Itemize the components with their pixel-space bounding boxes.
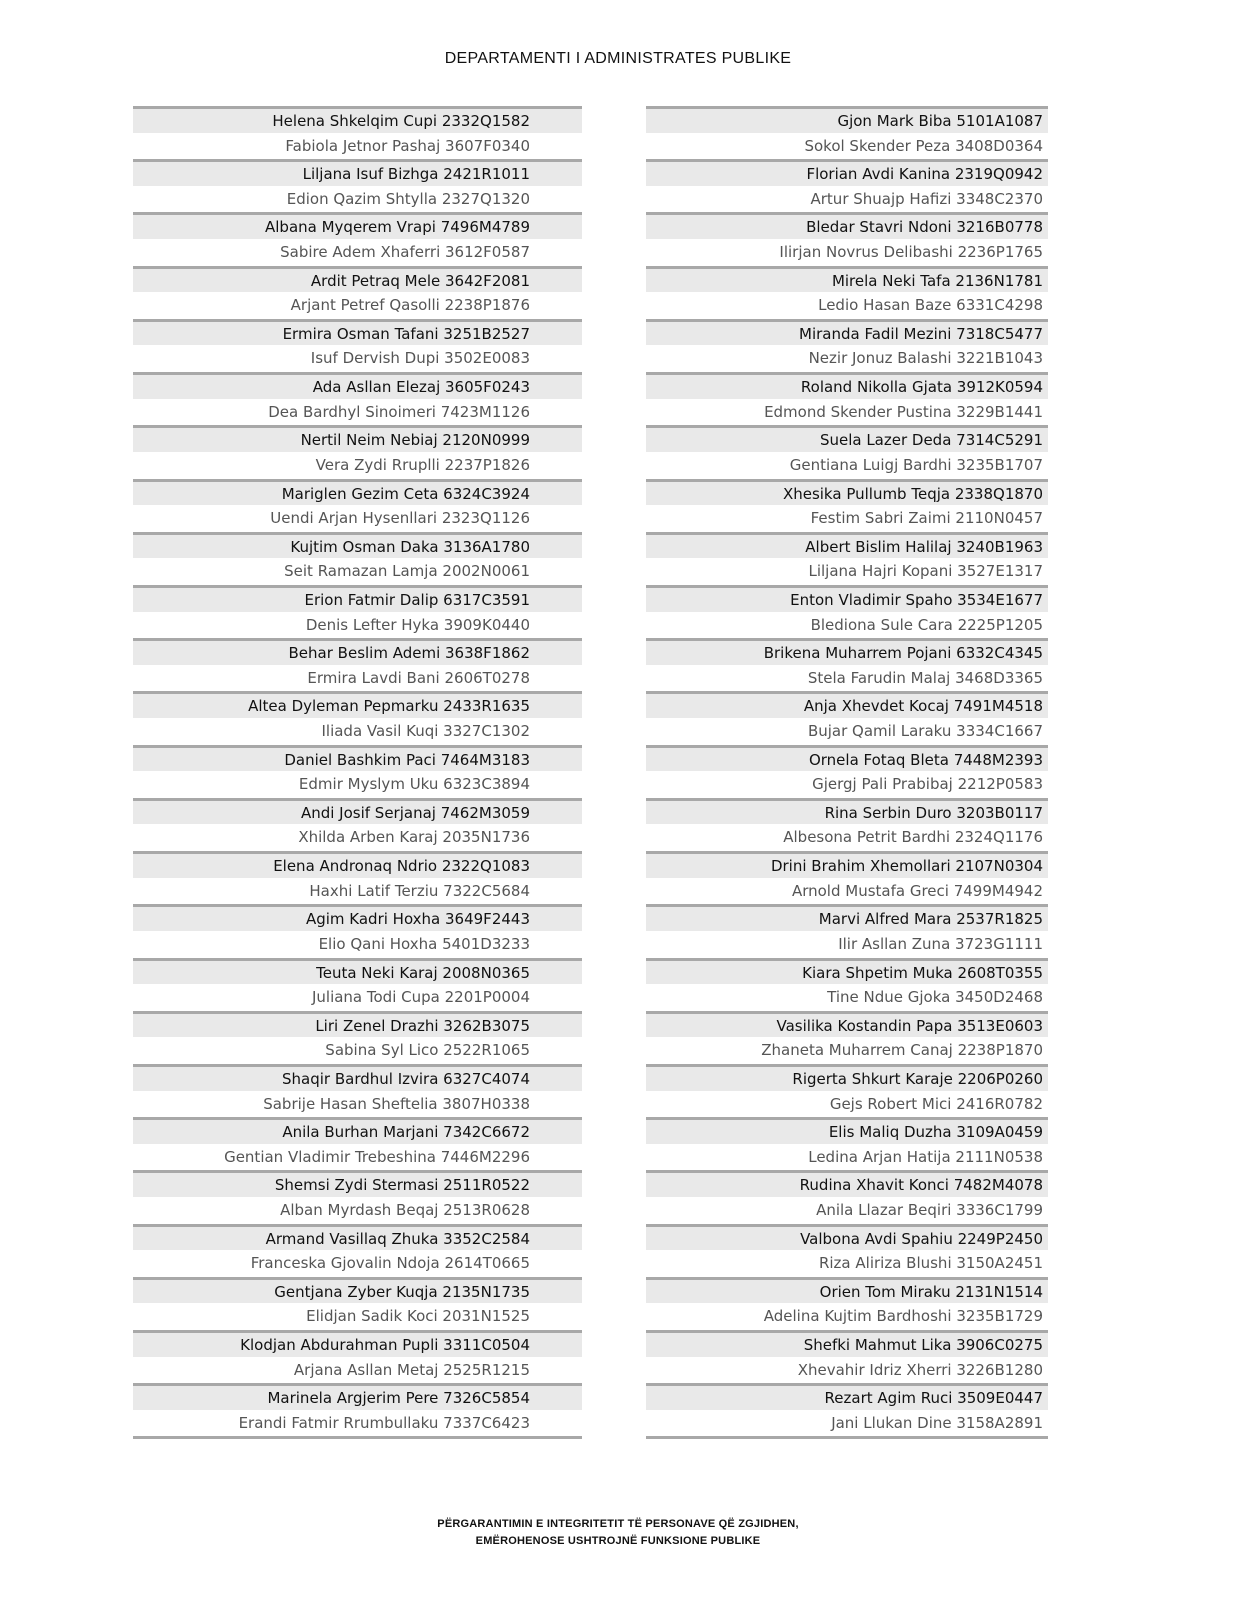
- right-list-item: Ilirjan Novrus Delibashi 2236P1765: [646, 239, 1048, 266]
- right-list-item: Elis Maliq Duzha 3109A0459: [646, 1117, 1048, 1144]
- right-list-item: Ledina Arjan Hatija 2111N0538: [646, 1144, 1048, 1171]
- right-list-item: Vasilika Kostandin Papa 3513E0603: [646, 1011, 1048, 1038]
- left-list-item: Sabire Adem Xhaferri 3612F0587: [133, 239, 582, 266]
- left-list-item: Edmir Myslym Uku 6323C3894: [133, 771, 582, 798]
- right-list-item: Xhevahir Idriz Xherri 3226B1280: [646, 1357, 1048, 1384]
- right-list-item: Suela Lazer Deda 7314C5291: [646, 425, 1048, 452]
- left-list-item: Andi Josif Serjanaj 7462M3059: [133, 798, 582, 825]
- right-list-item: Miranda Fadil Mezini 7318C5477: [646, 319, 1048, 346]
- right-list-item: Gjergj Pali Prabibaj 2212P0583: [646, 771, 1048, 798]
- left-list-item: Gentjana Zyber Kuqja 2135N1735: [133, 1277, 582, 1304]
- left-list-item: Juliana Todi Cupa 2201P0004: [133, 984, 582, 1011]
- left-list-item: Daniel Bashkim Paci 7464M3183: [133, 745, 582, 772]
- left-list-item: Erandi Fatmir Rrumbullaku 7337C6423: [133, 1410, 582, 1437]
- right-list-item: Festim Sabri Zaimi 2110N0457: [646, 505, 1048, 532]
- left-list-item: Gentian Vladimir Trebeshina 7446M2296: [133, 1144, 582, 1171]
- left-list-end-divider: [133, 1436, 582, 1439]
- right-list-item: Tine Ndue Gjoka 3450D2468: [646, 984, 1048, 1011]
- right-list-item: Orien Tom Miraku 2131N1514: [646, 1277, 1048, 1304]
- left-list-item: Denis Lefter Hyka 3909K0440: [133, 612, 582, 639]
- left-list-item: Ardit Petraq Mele 3642F2081: [133, 266, 582, 293]
- right-list-item: Enton Vladimir Spaho 3534E1677: [646, 585, 1048, 612]
- right-list-item: Florian Avdi Kanina 2319Q0942: [646, 159, 1048, 186]
- right-list-item: Xhesika Pullumb Teqja 2338Q1870: [646, 479, 1048, 506]
- left-list-item: Agim Kadri Hoxha 3649F2443: [133, 904, 582, 931]
- left-list-item: Xhilda Arben Karaj 2035N1736: [133, 824, 582, 851]
- right-list-item: Gejs Robert Mici 2416R0782: [646, 1091, 1048, 1118]
- left-list-item: Haxhi Latif Terziu 7322C5684: [133, 878, 582, 905]
- right-list-item: Sokol Skender Peza 3408D0364: [646, 133, 1048, 160]
- footer-line-1: PËRGARANTIMIN E INTEGRITETIT TË PERSONAVE QË ZGJIDHEN,: [437, 1518, 799, 1530]
- right-name-list: [646, 106, 1048, 1439]
- left-list-item: Sabina Syl Lico 2522R1065: [133, 1037, 582, 1064]
- right-list-item: Gentiana Luigj Bardhi 3235B1707: [646, 452, 1048, 479]
- left-list-item: Marinela Argjerim Pere 7326C5854: [133, 1383, 582, 1410]
- left-list-item: Arjana Asllan Metaj 2525R1215: [133, 1357, 582, 1384]
- right-list-item: Riza Aliriza Blushi 3150A2451: [646, 1250, 1048, 1277]
- left-list-item: Armand Vasillaq Zhuka 3352C2584: [133, 1224, 582, 1251]
- left-list-item: Ermira Osman Tafani 3251B2527: [133, 319, 582, 346]
- left-list-item: Iliada Vasil Kuqi 3327C1302: [133, 718, 582, 745]
- left-list-item: Elena Andronaq Ndrio 2322Q1083: [133, 851, 582, 878]
- right-list-item: Anila Llazar Beqiri 3336C1799: [646, 1197, 1048, 1224]
- right-list-item: Rezart Agim Ruci 3509E0447: [646, 1383, 1048, 1410]
- right-list-item: Ornela Fotaq Bleta 7448M2393: [646, 745, 1048, 772]
- left-list-item: Vera Zydi Rruplli 2237P1826: [133, 452, 582, 479]
- left-list-item: Ermira Lavdi Bani 2606T0278: [133, 665, 582, 692]
- right-list-item: Arnold Mustafa Greci 7499M4942: [646, 878, 1048, 905]
- footer: [0, 1516, 1236, 1550]
- right-list-item: Liljana Hajri Kopani 3527E1317: [646, 558, 1048, 585]
- right-list-item: Blediona Sule Cara 2225P1205: [646, 612, 1048, 639]
- right-list-item: Edmond Skender Pustina 3229B1441: [646, 399, 1048, 426]
- left-list-item: Kujtim Osman Daka 3136A1780: [133, 532, 582, 559]
- left-name-list: [133, 106, 582, 1439]
- right-list-item: Gjon Mark Biba 5101A1087: [646, 106, 1048, 133]
- left-list-item: Elidjan Sadik Koci 2031N1525: [133, 1303, 582, 1330]
- left-list-item: Arjant Petref Qasolli 2238P1876: [133, 292, 582, 319]
- right-list-item: Adelina Kujtim Bardhoshi 3235B1729: [646, 1303, 1048, 1330]
- left-list-item: Franceska Gjovalin Ndoja 2614T0665: [133, 1250, 582, 1277]
- right-list-item: Albert Bislim Halilaj 3240B1963: [646, 532, 1048, 559]
- left-list-item: Edion Qazim Shtylla 2327Q1320: [133, 186, 582, 213]
- right-list-item: Kiara Shpetim Muka 2608T0355: [646, 958, 1048, 985]
- left-list-item: Albana Myqerem Vrapi 7496M4789: [133, 212, 582, 239]
- right-list-item: Drini Brahim Xhemollari 2107N0304: [646, 851, 1048, 878]
- right-list-item: Bledar Stavri Ndoni 3216B0778: [646, 212, 1048, 239]
- left-list-item: Sabrije Hasan Sheftelia 3807H0338: [133, 1091, 582, 1118]
- left-list-item: Klodjan Abdurahman Pupli 3311C0504: [133, 1330, 582, 1357]
- right-list-item: Rina Serbin Duro 3203B0117: [646, 798, 1048, 825]
- left-list-item: Erion Fatmir Dalip 6317C3591: [133, 585, 582, 612]
- left-list-item: Alban Myrdash Beqaj 2513R0628: [133, 1197, 582, 1224]
- left-list-item: Isuf Dervish Dupi 3502E0083: [133, 345, 582, 372]
- left-list-item: Liri Zenel Drazhi 3262B3075: [133, 1011, 582, 1038]
- left-list-item: Elio Qani Hoxha 5401D3233: [133, 931, 582, 958]
- left-list-item: Mariglen Gezim Ceta 6324C3924: [133, 479, 582, 506]
- right-list-item: Stela Farudin Malaj 3468D3365: [646, 665, 1048, 692]
- right-list-item: Anja Xhevdet Kocaj 7491M4518: [646, 691, 1048, 718]
- right-list-item: Rudina Xhavit Konci 7482M4078: [646, 1170, 1048, 1197]
- left-list-item: Seit Ramazan Lamja 2002N0061: [133, 558, 582, 585]
- left-list-item: Shaqir Bardhul Izvira 6327C4074: [133, 1064, 582, 1091]
- right-list-end-divider: [646, 1436, 1048, 1439]
- left-list-item: Ada Asllan Elezaj 3605F0243: [133, 372, 582, 399]
- left-list-item: Liljana Isuf Bizhga 2421R1011: [133, 159, 582, 186]
- right-list-item: Brikena Muharrem Pojani 6332C4345: [646, 638, 1048, 665]
- right-list-item: Ilir Asllan Zuna 3723G1111: [646, 931, 1048, 958]
- right-list-item: Roland Nikolla Gjata 3912K0594: [646, 372, 1048, 399]
- right-list-item: Mirela Neki Tafa 2136N1781: [646, 266, 1048, 293]
- right-list-item: Zhaneta Muharrem Canaj 2238P1870: [646, 1037, 1048, 1064]
- right-list-item: Bujar Qamil Laraku 3334C1667: [646, 718, 1048, 745]
- left-list-item: Behar Beslim Ademi 3638F1862: [133, 638, 582, 665]
- right-list-item: Shefki Mahmut Lika 3906C0275: [646, 1330, 1048, 1357]
- right-list-item: Ledio Hasan Baze 6331C4298: [646, 292, 1048, 319]
- left-list-item: Teuta Neki Karaj 2008N0365: [133, 958, 582, 985]
- right-list-item: Rigerta Shkurt Karaje 2206P0260: [646, 1064, 1048, 1091]
- right-list-item: Valbona Avdi Spahiu 2249P2450: [646, 1224, 1048, 1251]
- left-list-item: Uendi Arjan Hysenllari 2323Q1126: [133, 505, 582, 532]
- left-list-item: Helena Shkelqim Cupi 2332Q1582: [133, 106, 582, 133]
- left-list-item: Nertil Neim Nebiaj 2120N0999: [133, 425, 582, 452]
- left-list-item: Anila Burhan Marjani 7342C6672: [133, 1117, 582, 1144]
- page-title: DEPARTAMENTI I ADMINISTRATES PUBLIKE: [444, 50, 792, 67]
- right-list-item: Artur Shuajp Hafizi 3348C2370: [646, 186, 1048, 213]
- right-list-item: Marvi Alfred Mara 2537R1825: [646, 904, 1048, 931]
- footer-line-2: EMËROHENOSE USHTROJNË FUNKSIONE PUBLIKE: [475, 1535, 761, 1547]
- right-list-item: Jani Llukan Dine 3158A2891: [646, 1410, 1048, 1437]
- left-list-item: Dea Bardhyl Sinoimeri 7423M1126: [133, 399, 582, 426]
- right-list-item: Albesona Petrit Bardhi 2324Q1176: [646, 824, 1048, 851]
- right-list-item: Nezir Jonuz Balashi 3221B1043: [646, 345, 1048, 372]
- left-list-item: Shemsi Zydi Stermasi 2511R0522: [133, 1170, 582, 1197]
- left-list-item: Altea Dyleman Pepmarku 2433R1635: [133, 691, 582, 718]
- left-list-item: Fabiola Jetnor Pashaj 3607F0340: [133, 133, 582, 160]
